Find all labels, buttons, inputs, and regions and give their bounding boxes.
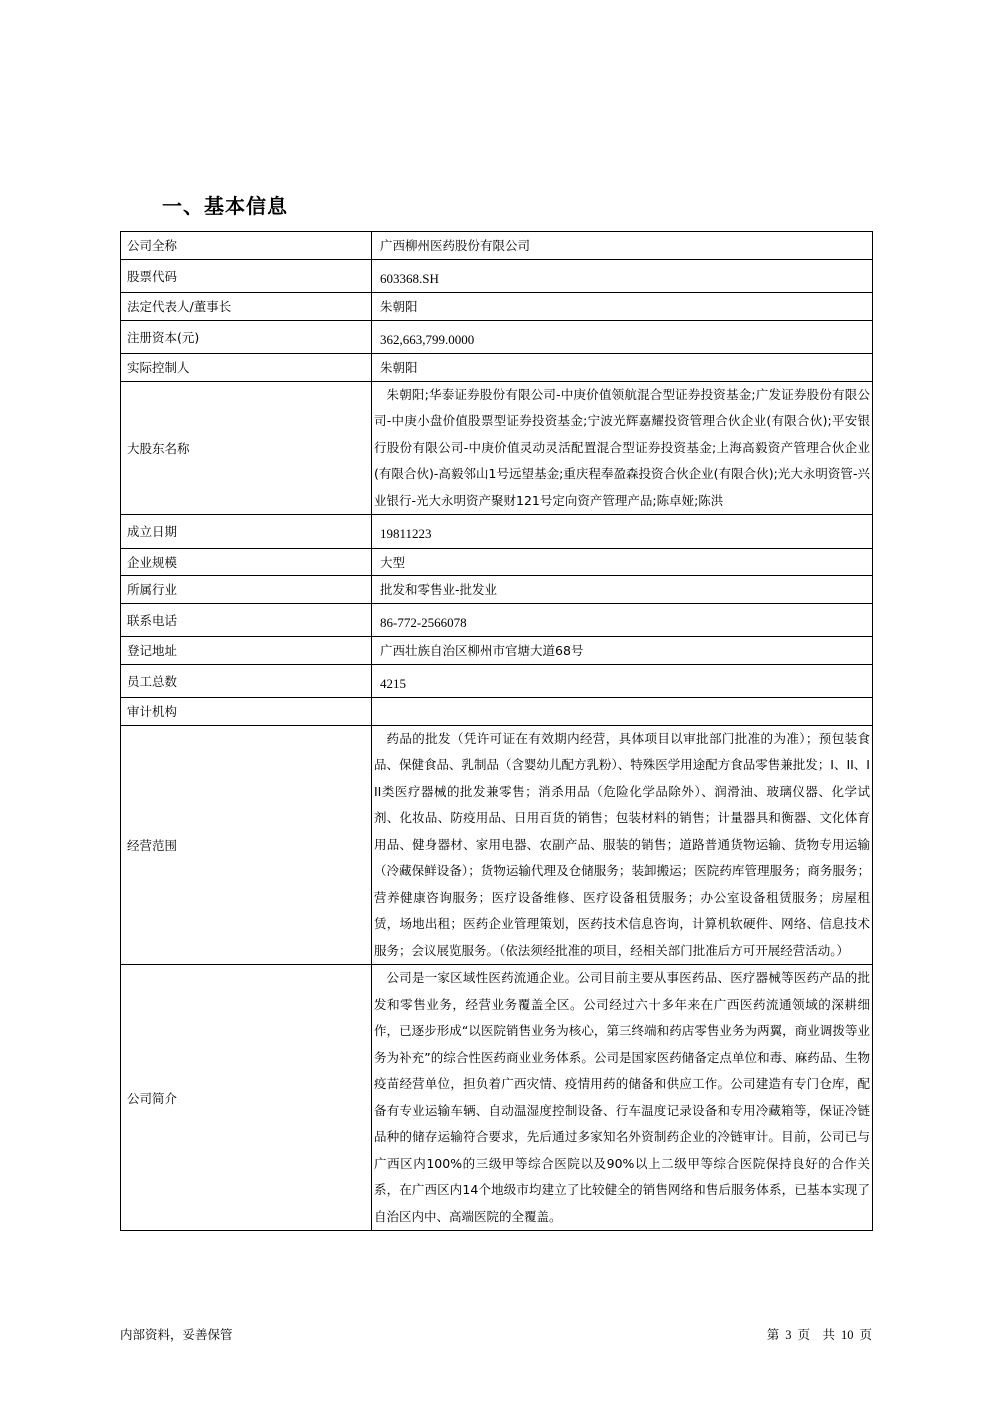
row-label: 经营范围 <box>121 725 372 965</box>
row-label: 联系电话 <box>121 603 372 637</box>
table-row <box>121 515 873 549</box>
row-label: 注册资本(元) <box>121 320 372 354</box>
page-total: 10 <box>840 1328 854 1342</box>
row-label: 实际控制人 <box>121 354 372 382</box>
row-value: 86-772-2566078 <box>372 603 873 637</box>
row-value: 4215 <box>372 664 873 698</box>
table-row <box>121 320 873 354</box>
row-value: 批发和零售业-批发业 <box>372 576 873 604</box>
basic-info-table <box>120 231 873 1231</box>
row-value: 362,663,799.0000 <box>372 320 873 354</box>
row-label: 审计机构 <box>121 698 372 726</box>
table-row <box>121 548 873 576</box>
page-mid: 页 共 <box>797 1327 835 1342</box>
table-row <box>121 698 873 726</box>
row-value-cell <box>372 965 873 1231</box>
row-value: 药品的批发（凭许可证在有效期内经营，具体项目以审批部门批准的为准）；预包装食品、保健食品、乳制品（含婴幼儿配方乳粉）、特殊医学用途配方食品零售兼批发；I、II、III类医疗器械的批发兼零售；消杀用品（危险化学品除外）、润滑油、玻璃仪器、化学试剂、化妆品、防疫用品、日用百货的销售；包装材料的销售；计量器具和衡器、文化体育用品、健身器材、家用电器、农副产品、服装的销售；道路普通货物运输、货物专用运输（冷藏保鲜设备）；货物运输代理及仓储服务；装卸搬运；医院药库管理服务；商务服务；营养健康咨询服务；医疗设备维修、医疗设备租赁服务；办公室设备租赁服务；房屋租赁，场地出租；医药企业管理策划，医药技术信息咨询，计算机软硬件、网络、信息技术服务；会议展览服务。（依法须经批准的项目，经相关部门批准后方可开展经营活动。） <box>374 730 870 958</box>
table-row <box>121 259 873 293</box>
page-prefix: 第 <box>766 1327 780 1342</box>
row-value-cell <box>372 381 873 515</box>
row-label: 所属行业 <box>121 576 372 604</box>
row-value <box>372 698 873 726</box>
row-value: 公司是一家区域性医药流通企业。公司目前主要从事医药品、医疗器械等医药产品的批发和零售业务，经营业务覆盖全区。公司经过六十多年来在广西医药流通领域的深耕细作，已逐步形成“以医院销售业务为核心，第三终端和药店零售业务为两翼，商业调拨等业务为补充”的综合性医药商业业务体系。公司是国家医药储备定点单位和毒、麻药品、生物疫苗经营单位，担负着广西灾情、疫情用药的储备和供应工作。公司建造有专门仓库，配备有专业运输车辆、自动温湿度控制设备、行车温度记录设备和专用冷藏箱等，保证冷链品种的储存运输符合要求，先后通过多家知名外资制药企业的冷链审计。目前，公司已与广西区内100%的三级甲等综合医院以及90%以上二级甲等综合医院保持良好的合作关系，在广西区内14个地级市均建立了比较健全的销售网络和售后服务体系，已基本实现了自治区内中、高端医院的全覆盖。 <box>374 970 870 1224</box>
footer-confidential-note: 内部资料，妥善保管 <box>120 1327 233 1342</box>
row-value: 朱朝阳 <box>372 354 873 382</box>
page-current: 3 <box>785 1328 792 1342</box>
table-row <box>121 576 873 604</box>
row-value: 广西柳州医药股份有限公司 <box>372 232 873 260</box>
table-row <box>121 381 873 515</box>
page-suffix: 页 <box>859 1327 872 1342</box>
page-number <box>767 1325 872 1343</box>
row-label: 企业规模 <box>121 548 372 576</box>
table-row <box>121 603 873 637</box>
row-value-cell <box>372 725 873 965</box>
row-label: 成立日期 <box>121 515 372 549</box>
row-value: 朱朝阳 <box>372 293 873 321</box>
table-row <box>121 354 873 382</box>
section-title: 一、基本信息 <box>162 194 288 218</box>
row-value: 19811223 <box>372 515 873 549</box>
table-row <box>121 664 873 698</box>
row-label: 员工总数 <box>121 664 372 698</box>
row-value: 朱朝阳;华泰证券股份有限公司-中庚价值领航混合型证券投资基金;广发证券股份有限公司-中庚小盘价值股票型证券投资基金;宁波光辉嘉耀投资管理合伙企业(有限合伙);平安银行股份有限公司-中庚价值灵动灵活配置混合型证券投资基金;上海高毅资产管理合伙企业(有限合伙)-高毅邻山1号远望基金;重庆程奉盈森投资合伙企业(有限合伙);光大永明资管-兴业银行-光大永明资产聚财121号定向资产管理产品;陈卓娅;陈洪 <box>374 386 870 508</box>
table-row <box>121 293 873 321</box>
table-row <box>121 725 873 965</box>
table-row <box>121 637 873 665</box>
row-label: 公司简介 <box>121 965 372 1231</box>
row-label: 股票代码 <box>121 259 372 293</box>
row-value: 大型 <box>372 548 873 576</box>
row-label: 登记地址 <box>121 637 372 665</box>
row-label: 法定代表人/董事长 <box>121 293 372 321</box>
row-label: 公司全称 <box>121 232 372 260</box>
row-value: 广西壮族自治区柳州市官塘大道68号 <box>372 637 873 665</box>
row-value: 603368.SH <box>372 259 873 293</box>
table-row <box>121 232 873 260</box>
table-row <box>121 965 873 1231</box>
row-label: 大股东名称 <box>121 381 372 515</box>
